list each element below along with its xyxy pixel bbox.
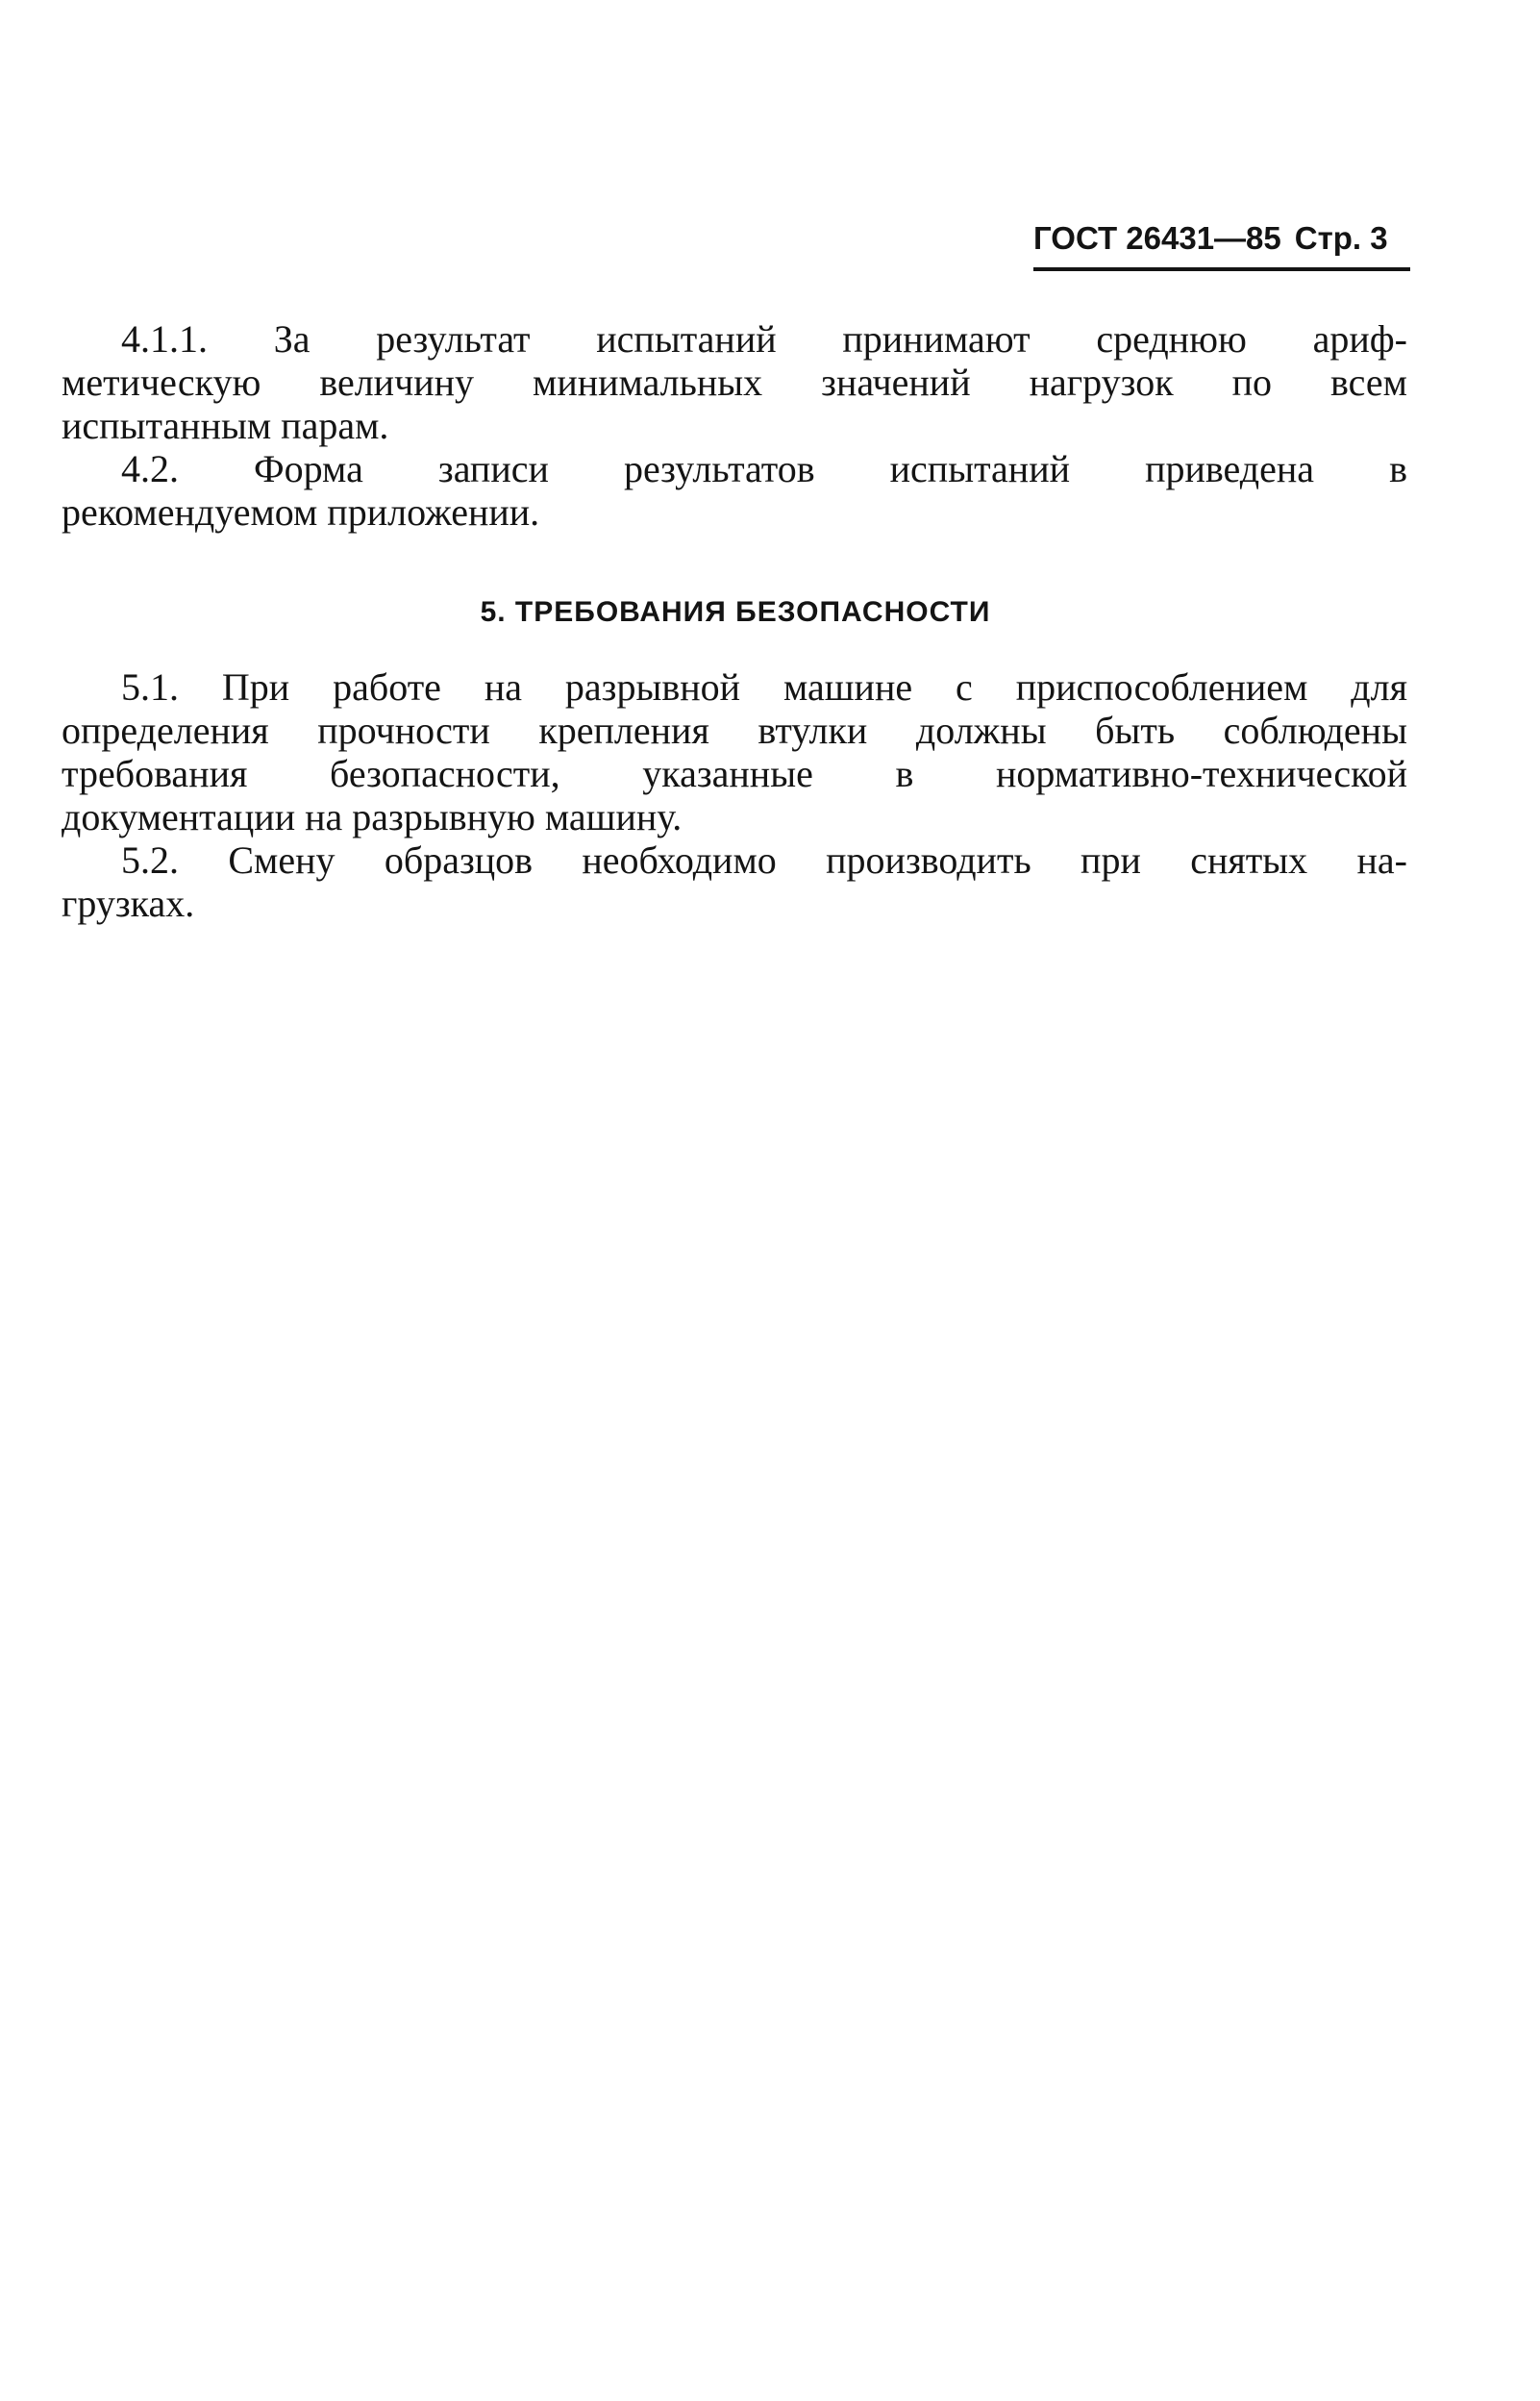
paragraph-4-2: [62, 447, 1407, 534]
text-line: требования безопасности, указанные в нормативно-технической: [62, 752, 1407, 795]
section-5-body: [62, 665, 1407, 925]
text-line: рекомендуемом приложении.: [62, 490, 540, 534]
text-line: грузках.: [62, 882, 195, 925]
text-line: 5.1. При работе на разрывной машине с приспособлением для: [121, 665, 1407, 709]
paragraph-5-1: [62, 665, 1407, 838]
text-line: 4.2. Форма записи результатов испытаний приведена в: [121, 447, 1407, 490]
section-5-title: 5. ТРЕБОВАНИЯ БЕЗОПАСНОСТИ: [480, 596, 991, 628]
text-line: 5.2. Смену образцов необходимо производить при снятых на-: [121, 838, 1407, 882]
text-line: испытанным парам.: [62, 404, 389, 447]
section-4-body: [62, 317, 1407, 534]
text-line: документации на разрывную машину.: [62, 795, 683, 838]
text-line: определения прочности крепления втулки должны быть соблюдены: [62, 709, 1407, 752]
text-line: метическую величину минимальных значений нагрузок по всем: [62, 361, 1407, 404]
paragraph-5-2: [62, 838, 1407, 925]
page-header: [1033, 215, 1410, 271]
standard-number: ГОСТ 26431—85: [1033, 220, 1281, 256]
paragraph-4-1-1: [62, 317, 1407, 447]
header-rule: [1033, 267, 1410, 271]
text-line: 4.1.1. За результат испытаний принимают среднюю ариф-: [121, 317, 1407, 361]
page-number: Стр. 3: [1294, 220, 1388, 256]
